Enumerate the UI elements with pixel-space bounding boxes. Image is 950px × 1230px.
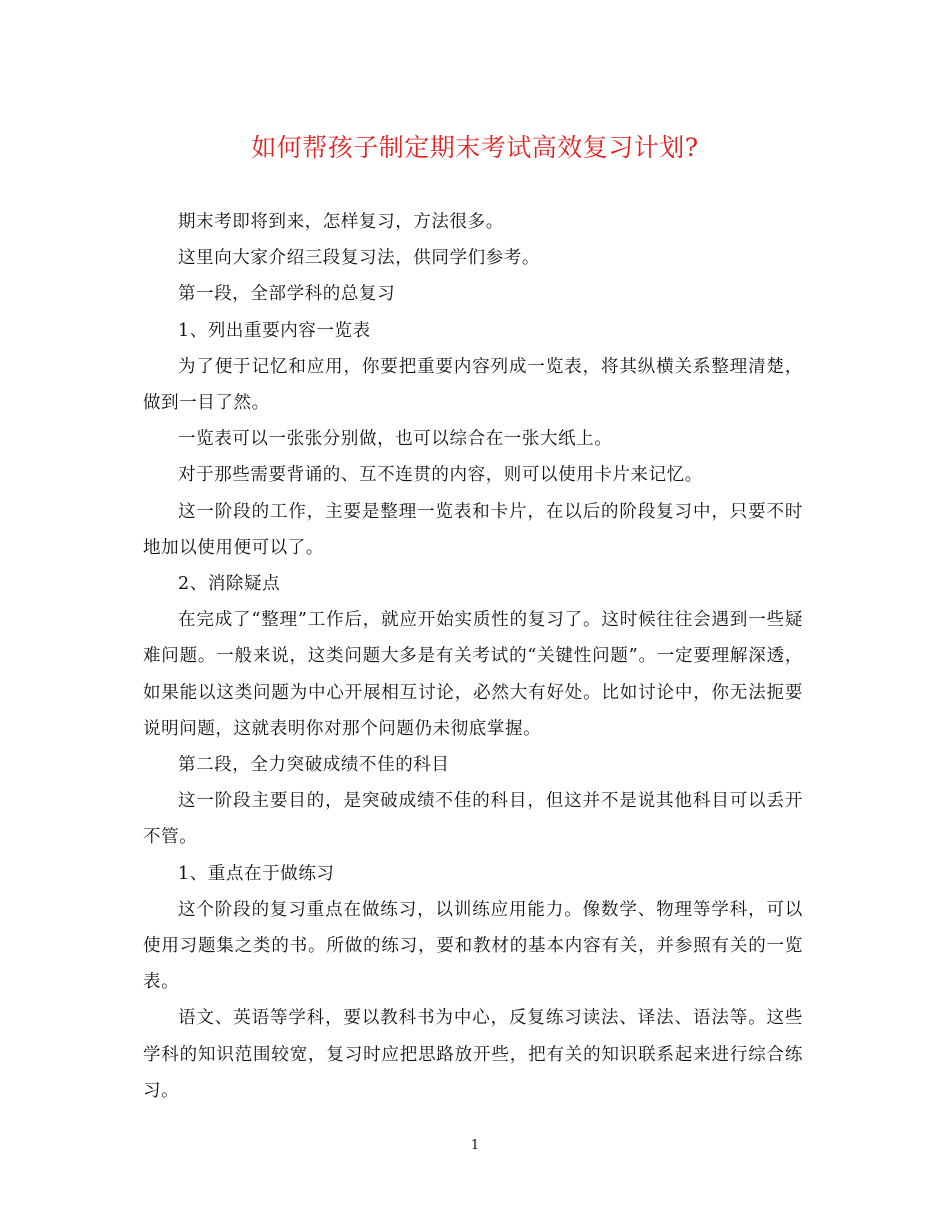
paragraph: 这一阶段主要目的，是突破成绩不佳的科目，但这并不是说其他科目可以丢开不管。 bbox=[143, 791, 803, 848]
section-heading: 第二段，全力突破成绩不佳的科目 bbox=[178, 755, 450, 776]
paragraph: 语文、英语等学科，要以教科书为中心，反复练习读法、译法、语法等。这些学科的知识范围较宽，复习时应把思路放开些，把有关的知识联系起来进行综合练习。 bbox=[143, 1008, 803, 1101]
subsection-heading: 1、重点在于做练习 bbox=[178, 863, 335, 884]
subsection-heading: 1、列出重要内容一览表 bbox=[178, 320, 371, 341]
subsection-heading: 2、消除疑点 bbox=[178, 574, 281, 595]
paragraph: 在完成了“整理”工作后，就应开始实质性的复习了。这时候往往会遇到一些疑难问题。一般来说，这类问题大多是有关考试的“关键性问题”。一定要理解深透，如果能以这类问题为中心开展相互讨论，必然大有好处。比如讨论中，你无法扼要说明问题，这就表明你对那个问题仍未彻底掌握。 bbox=[143, 610, 803, 739]
document-body bbox=[143, 204, 803, 1109]
paragraph: 这个阶段的复习重点在做练习，以训练应用能力。像数学、物理等学科，可以使用习题集之类的书。所做的练习，要和教材的基本内容有关，并参照有关的一览表。 bbox=[143, 899, 803, 993]
document-title: 如何帮孩子制定期末考试高效复习计划? bbox=[251, 133, 699, 162]
paragraph: 期末考即将到来，怎样复习，方法很多。 bbox=[178, 212, 504, 232]
paragraph: 对于那些需要背诵的、互不连贯的内容，则可以使用卡片来记忆。 bbox=[178, 465, 703, 486]
page-number: 1 bbox=[470, 1138, 480, 1153]
section-heading: 第一段，全部学科的总复习 bbox=[178, 284, 396, 305]
paragraph: 一览表可以一张张分别做，也可以综合在一张大纸上。 bbox=[178, 429, 613, 450]
paragraph: 这一阶段的工作，主要是整理一览表和卡片，在以后的阶段复习中，只要不时地加以使用便可以了。 bbox=[143, 501, 803, 558]
paragraph: 这里向大家介绍三段复习法，供同学们参考。 bbox=[178, 248, 540, 269]
paragraph: 为了便于记忆和应用，你要把重要内容列成一览表，将其纵横关系整理清楚，做到一目了然。 bbox=[143, 356, 803, 414]
